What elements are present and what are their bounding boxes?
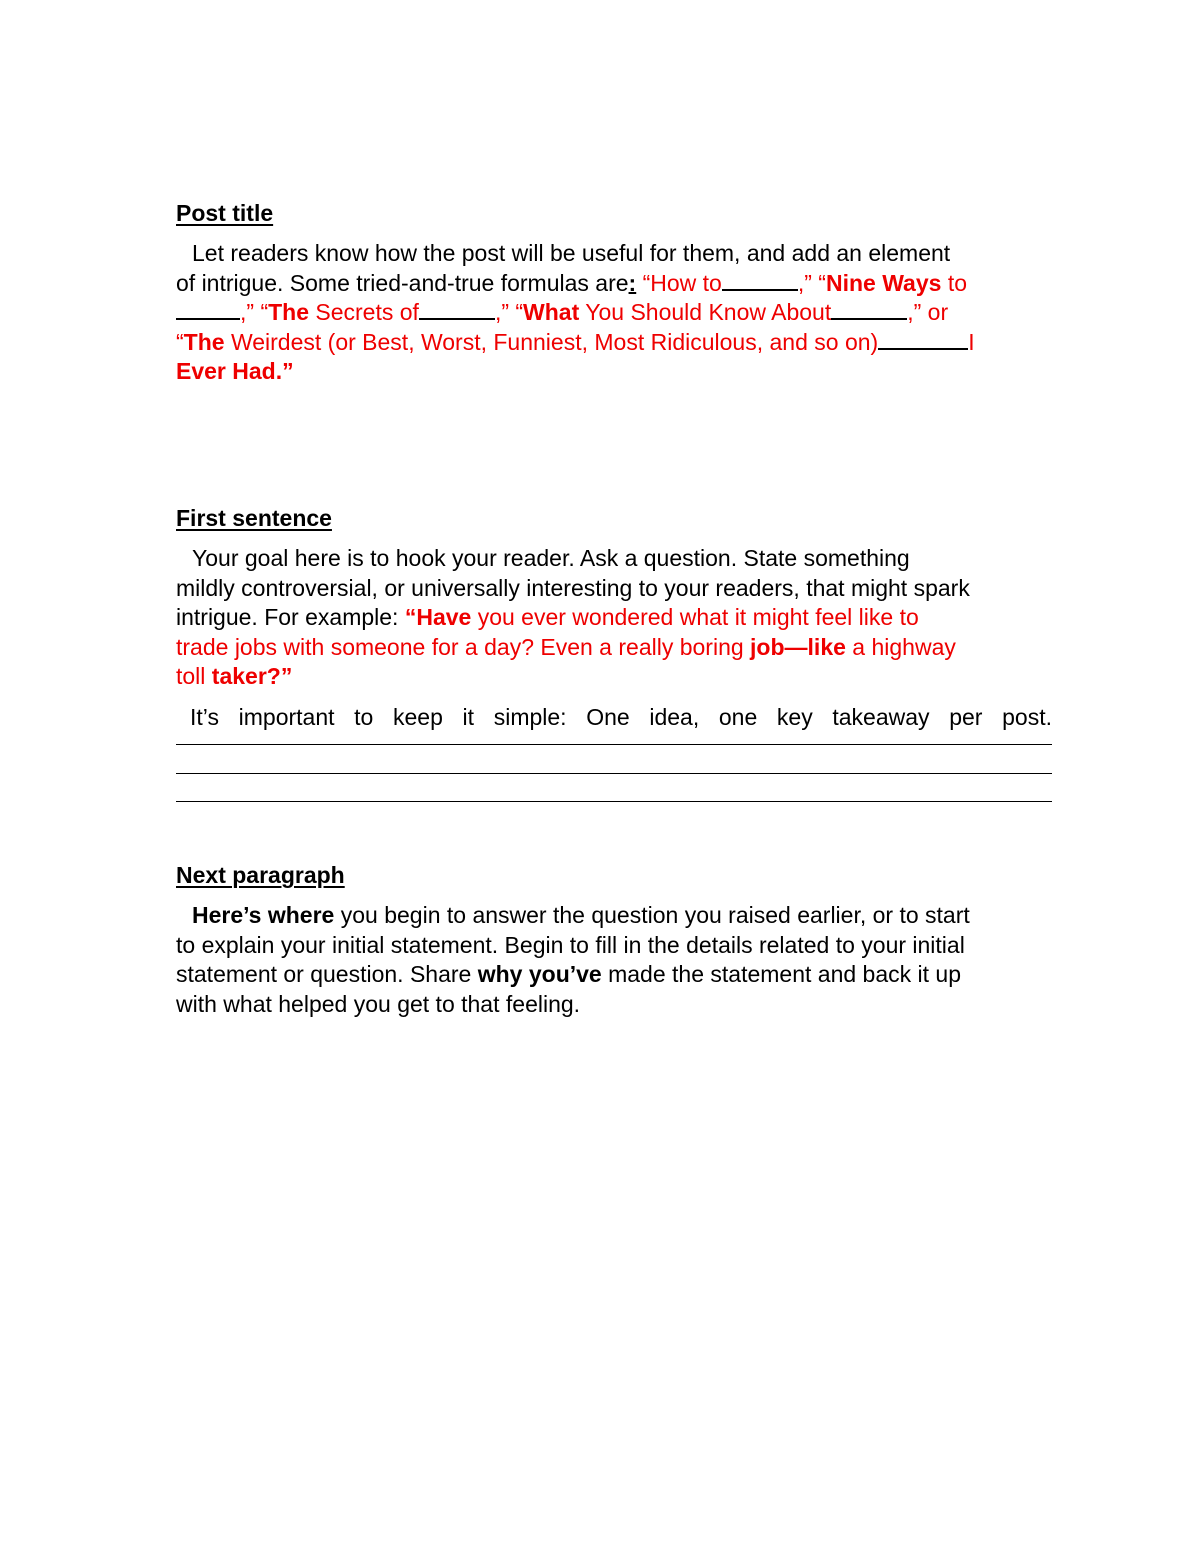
next-paragraph-body xyxy=(176,901,1054,1019)
text-fragment: a highway xyxy=(845,633,956,660)
next-paragraph-heading: Next paragraph xyxy=(176,862,345,888)
first-sentence-line-5 xyxy=(176,662,1054,692)
keep-it-simple-line xyxy=(176,703,1052,733)
text-fragment: : xyxy=(628,269,637,296)
post-title-line-3 xyxy=(176,298,1054,328)
text-fragment: ,” “ xyxy=(240,299,269,325)
text-fragment: you begin to answer the question you raised earlier, or to start xyxy=(334,902,970,928)
next-paragraph-line-1 xyxy=(176,901,1054,931)
word: post. xyxy=(1002,703,1052,730)
text-fragment: What xyxy=(523,299,580,325)
text-fragment: “Have xyxy=(404,604,472,630)
formula-nine-ways: Nine Ways xyxy=(825,269,942,296)
section-first-sentence xyxy=(176,504,1054,802)
next-paragraph-line-3 xyxy=(176,960,1054,990)
text-fragment: ,” “ xyxy=(797,269,826,296)
first-sentence-line-1: Your goal here is to hook your reader. Ask a question. State something xyxy=(192,545,910,571)
word: idea, xyxy=(649,703,700,730)
post-title-body xyxy=(176,239,1054,387)
blank-line xyxy=(831,300,907,320)
first-sentence-line-4 xyxy=(176,633,1054,663)
text-fragment: The xyxy=(183,328,225,355)
word: to xyxy=(354,703,374,730)
text-fragment: I xyxy=(968,328,975,355)
text-fragment: Here’s where xyxy=(192,902,335,928)
text-fragment: ,” or xyxy=(907,299,949,325)
post-title-heading: Post title xyxy=(176,200,274,226)
writing-line xyxy=(176,801,1052,802)
formula-weirdest: Weirdest (or Best, Worst, Funniest, Most Ridiculous, and so on) xyxy=(224,328,879,355)
word: one xyxy=(718,703,758,730)
text-fragment: to xyxy=(941,269,968,296)
first-sentence-line-3 xyxy=(176,603,1054,633)
word: It’s xyxy=(190,703,219,730)
text-fragment: taker?” xyxy=(211,663,293,689)
text-fragment: intrigue. For example: xyxy=(176,604,405,630)
word: it xyxy=(462,703,475,730)
blank-line xyxy=(878,330,968,350)
text-fragment: why you’ve xyxy=(477,961,602,987)
post-title-line-5: Ever Had.” xyxy=(176,358,294,384)
text-fragment: job—like xyxy=(750,633,846,660)
example-text: trade jobs with someone for a day? Even a really boring xyxy=(176,633,751,660)
formula-secrets-of: Secrets of xyxy=(309,299,419,325)
next-paragraph-line-2: to explain your initial statement. Begin to fill in the details related to your initial xyxy=(176,931,965,958)
section-post-title xyxy=(176,199,1054,387)
writing-line xyxy=(176,773,1052,774)
section-next-paragraph xyxy=(176,861,1054,1019)
formula-what-you-should-know: You Should Know About xyxy=(579,299,832,325)
word: One xyxy=(586,703,630,730)
text-fragment: toll xyxy=(176,663,212,689)
word: key xyxy=(776,703,813,730)
post-title-line-2 xyxy=(176,269,1054,299)
blank-line xyxy=(419,300,495,320)
text-fragment: statement or question. Share xyxy=(176,961,478,987)
next-paragraph-line-4: with what helped you get to that feeling. xyxy=(176,990,581,1017)
blank-line xyxy=(722,271,798,291)
text-fragment: made the statement and back it up xyxy=(601,961,961,987)
word: important xyxy=(238,703,335,730)
post-title-line-1: Let readers know how the post will be useful for them, and add an element xyxy=(192,240,951,266)
first-sentence-body xyxy=(176,544,1054,692)
word: per xyxy=(949,703,983,730)
first-sentence-heading: First sentence xyxy=(176,505,332,531)
text-fragment: The xyxy=(268,299,309,325)
text-fragment: of intrigue. Some tried-and-true formulas are xyxy=(176,269,629,296)
post-title-line-4 xyxy=(176,328,1054,358)
word: takeaway xyxy=(832,703,930,730)
writing-lines xyxy=(176,744,1054,802)
text-fragment: “ xyxy=(176,328,184,355)
first-sentence-line-2: mildly controversial, or universally interesting to your readers, that might spark xyxy=(176,574,970,601)
blank-line xyxy=(176,300,240,320)
writing-line xyxy=(176,744,1052,745)
example-text: you ever wondered what it might feel like to xyxy=(471,604,919,630)
formula-how-to: “How to xyxy=(636,269,722,296)
word: keep xyxy=(393,703,443,730)
word: simple: xyxy=(493,703,567,730)
text-fragment: ,” “ xyxy=(494,299,524,325)
